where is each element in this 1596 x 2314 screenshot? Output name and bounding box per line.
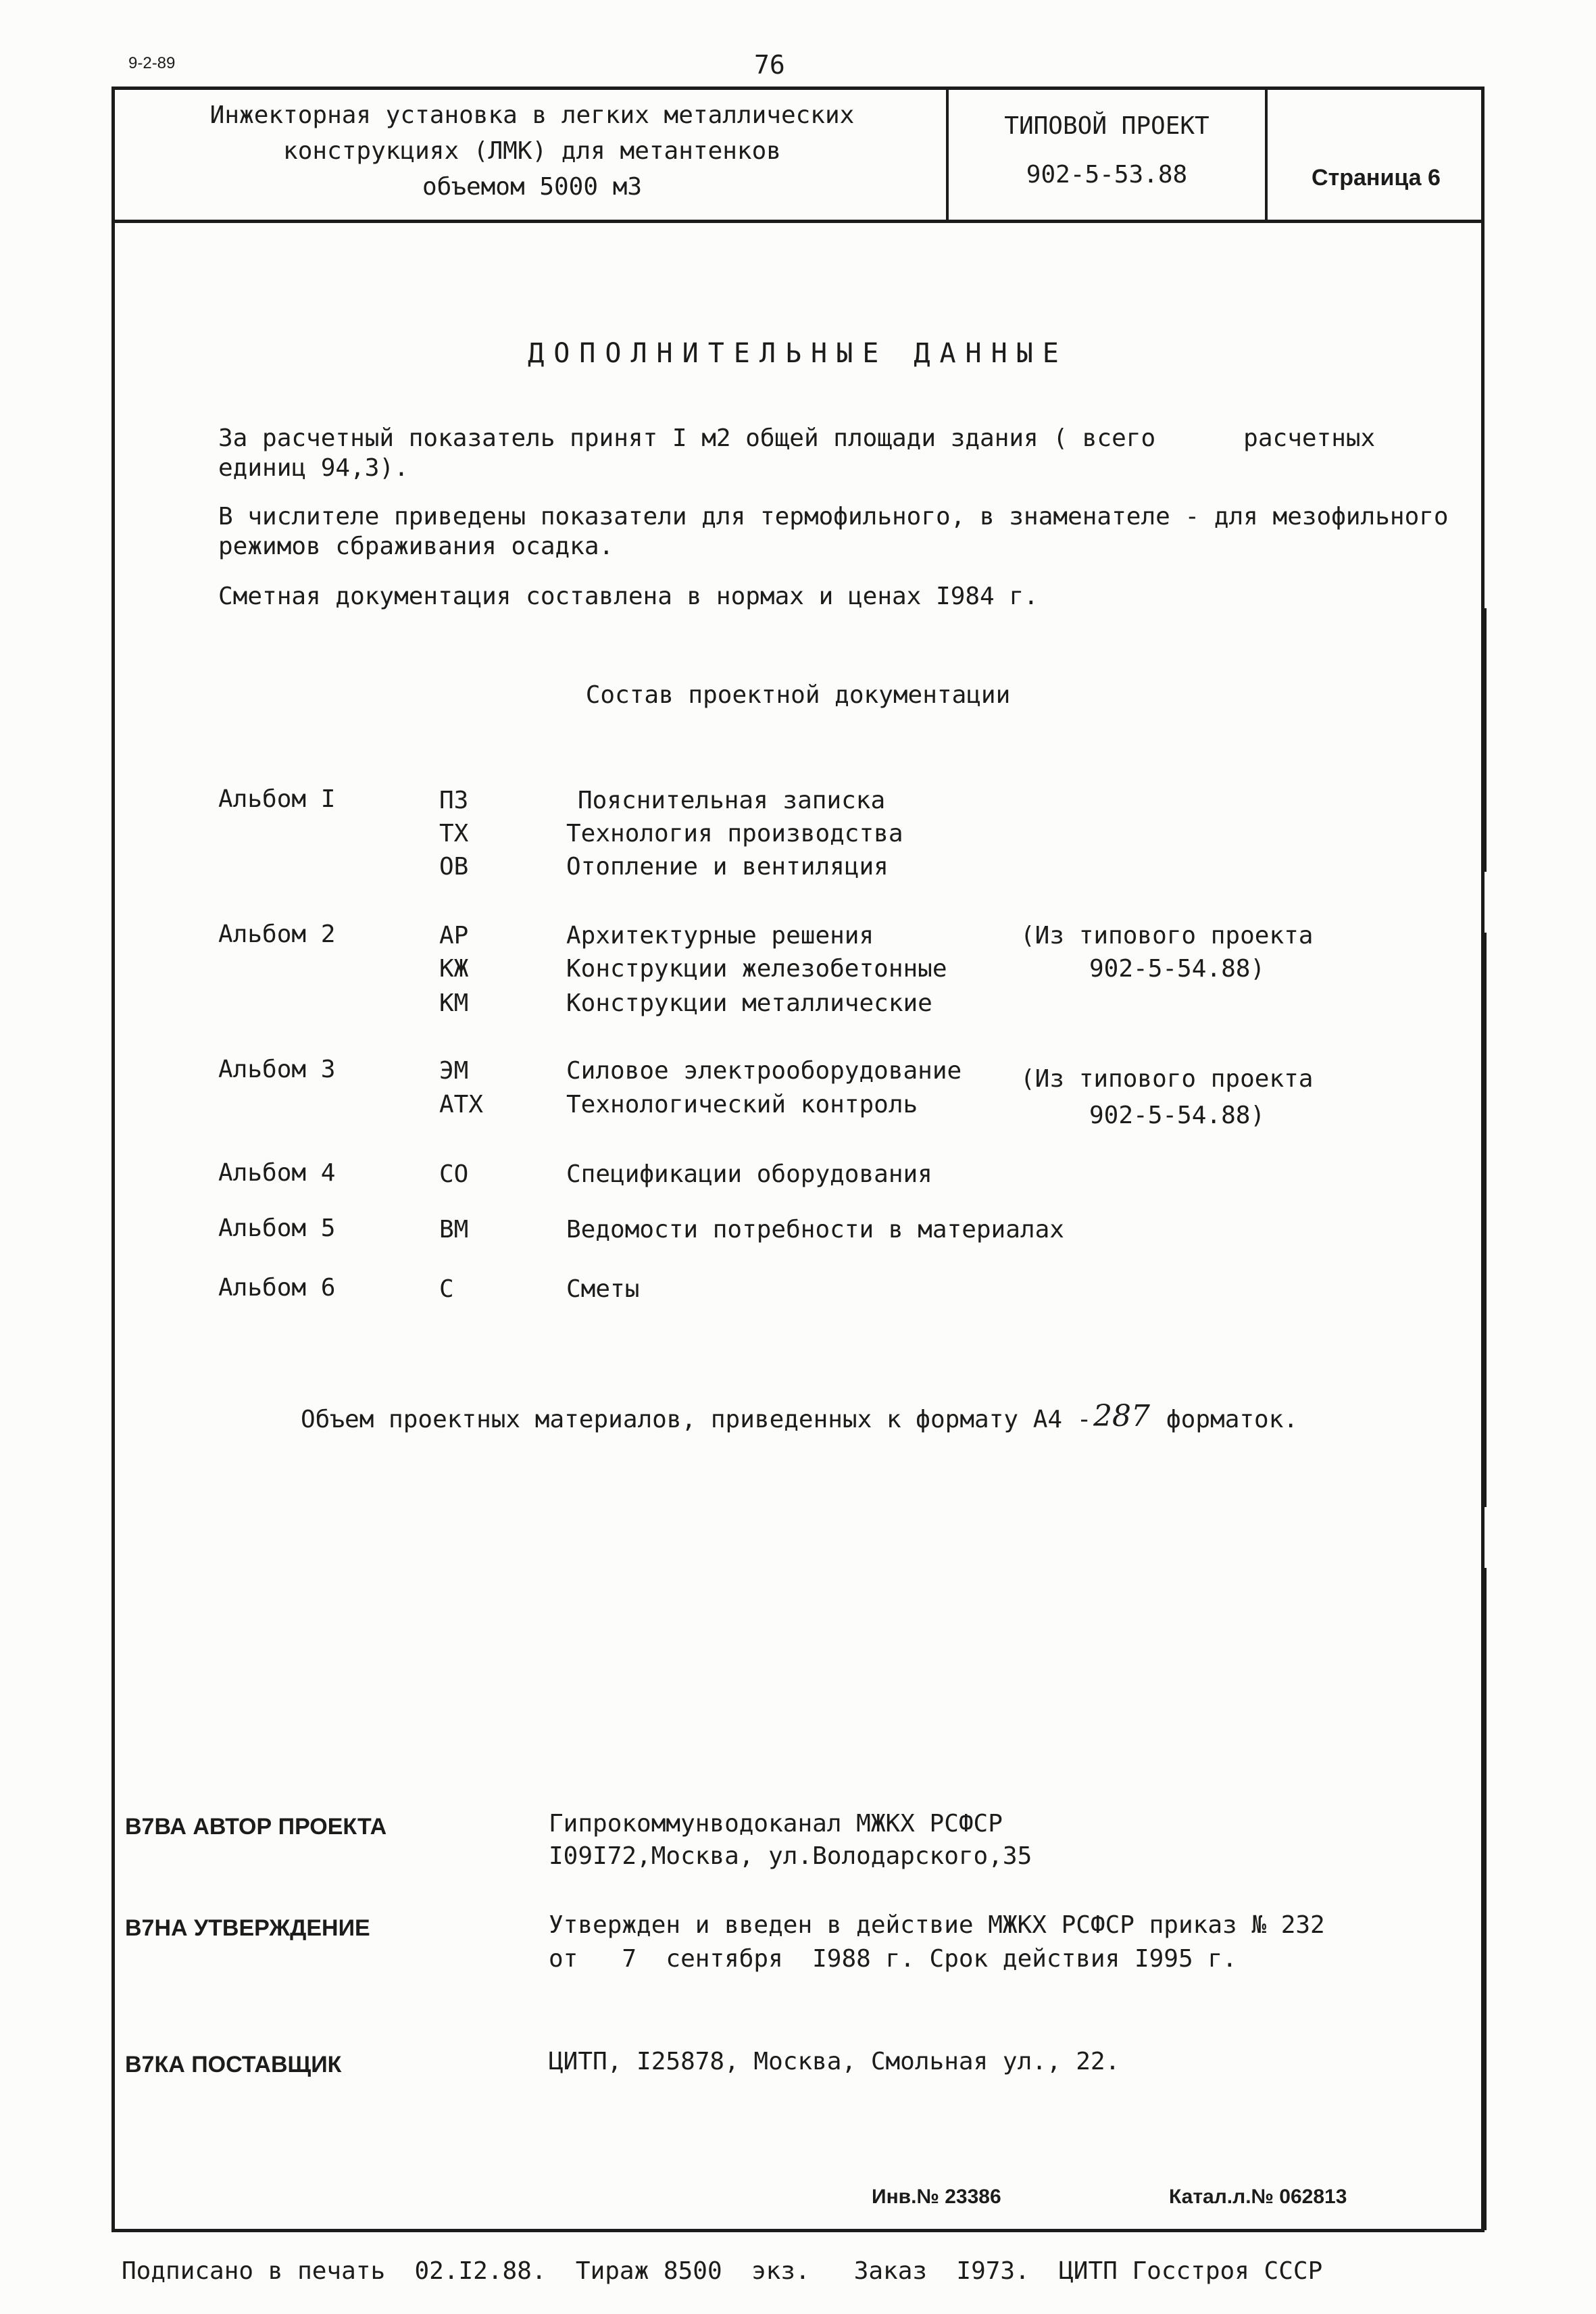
sheet-page-label: Страница 6 [1312, 165, 1441, 191]
album-doc-name: Конструкции металлические [566, 989, 932, 1017]
approval-line-2: от 7 сентября I988 г. Срок действия I995 г. [549, 1945, 1237, 1973]
paragraph-2-line-2: режимов сбраживания осадка. [218, 533, 614, 560]
inventory-number: Инв.№ 23386 [872, 2186, 1001, 2208]
album-doc-name: Технология производства [566, 820, 903, 847]
album-doc-name: Спецификации оборудования [566, 1160, 932, 1188]
album-code: КЖ [439, 955, 469, 983]
album-code: КМ [439, 989, 469, 1017]
album-label: Альбом 2 [218, 920, 336, 948]
album-label: Альбом I [218, 785, 336, 813]
album-doc-name: Ведомости потребности в материалах [566, 1216, 1064, 1244]
print-info-line: Подписано в печать 02.I2.88. Тираж 8500 экз. Заказ I973. ЦИТП Госстроя СССР [122, 2257, 1323, 2285]
project-type-label: ТИПОВОЙ ПРОЕКТ [1004, 112, 1210, 140]
album-doc-name: Силовое электрооборудование [566, 1057, 962, 1085]
album-source-note: (Из типового проекта [1020, 922, 1314, 950]
approval-line-1: Утвержден и введен в действие МЖКХ РСФСР приказ № 232 [549, 1911, 1325, 1939]
album-label: Альбом 3 [218, 1056, 336, 1083]
album-doc-name: Конструкции железобетонные [566, 955, 947, 983]
author-line-1: Гипрокоммунводоканал МЖКХ РСФСР [549, 1810, 1003, 1838]
series-code: 9-2-89 [128, 54, 176, 72]
approval-label: В7НА УТВЕРЖДЕНИЕ [125, 1915, 370, 1941]
volume-text: Объем проектных материалов, приведенных к формату А4 - [301, 1406, 1092, 1433]
album-label: Альбом 5 [218, 1214, 336, 1242]
album-source-note: (Из типового проекта [1020, 1065, 1314, 1093]
album-source-note: 902-5-54.88) [1089, 1102, 1266, 1129]
edge-mark-3 [1483, 1568, 1487, 2230]
album-code: ТХ [439, 820, 469, 847]
album-code: ВМ [439, 1216, 469, 1244]
album-code: ПЗ [439, 787, 469, 814]
paragraph-1-line-1: За расчетный показатель принят I м2 общей площади здания ( всего расчетных [218, 424, 1376, 452]
album-code: АТХ [439, 1091, 484, 1118]
edge-mark-2 [1483, 933, 1487, 1507]
album-code: АР [439, 922, 469, 950]
project-title-line-2: конструкциях (ЛМК) для метантенков [283, 137, 781, 165]
volume-unit: форматок. [1166, 1406, 1299, 1433]
paragraph-3-line-1: Сметная документация составлена в нормах и ценах I984 г. [218, 583, 1039, 610]
edge-mark-1 [1483, 608, 1487, 872]
composition-title: Состав проектной документации [585, 681, 1011, 709]
project-title-line-1: Инжекторная установка в легких металлических [209, 101, 855, 129]
album-code: ОВ [439, 853, 469, 881]
album-doc-name: Технологический контроль [566, 1091, 918, 1118]
supplier-line-1: ЦИТП, I25878, Москва, Смольная ул., 22. [549, 2048, 1120, 2075]
header-divider [111, 220, 1485, 223]
header-divider-1 [946, 87, 949, 221]
author-label: В7ВА АВТОР ПРОЕКТА [125, 1814, 387, 1840]
volume-count-handwritten: 287 [1093, 1399, 1150, 1433]
album-code: С [439, 1275, 454, 1303]
album-label: Альбом 6 [218, 1274, 336, 1302]
album-doc-name: Архитектурные решения [566, 922, 874, 950]
album-doc-name: Сметы [566, 1275, 640, 1303]
section-title: ДОПОЛНИТЕЛЬНЫЕ ДАННЫЕ [528, 338, 1068, 369]
album-doc-name: Пояснительная записка [578, 787, 886, 814]
album-label: Альбом 4 [218, 1159, 336, 1187]
album-doc-name: Отопление и вентиляция [566, 853, 889, 881]
supplier-label: В7КА ПОСТАВЩИК [125, 2052, 342, 2077]
page-number: 76 [754, 50, 785, 80]
catalog-number: Катал.л.№ 062813 [1169, 2186, 1347, 2208]
project-number: 902-5-53.88 [1026, 161, 1188, 189]
album-code: СО [439, 1160, 469, 1188]
album-code: ЭМ [439, 1057, 469, 1085]
header-divider-2 [1265, 87, 1268, 221]
paragraph-1-line-2: единиц 94,3). [218, 454, 409, 482]
album-source-note: 902-5-54.88) [1089, 955, 1266, 983]
paragraph-2-line-1: В числителе приведены показатели для термофильного, в знаменателе - для мезофильного [218, 503, 1449, 531]
author-line-2: I09I72,Москва, ул.Володарского,35 [549, 1842, 1032, 1870]
project-title-line-3: объемом 5000 м3 [422, 173, 643, 201]
